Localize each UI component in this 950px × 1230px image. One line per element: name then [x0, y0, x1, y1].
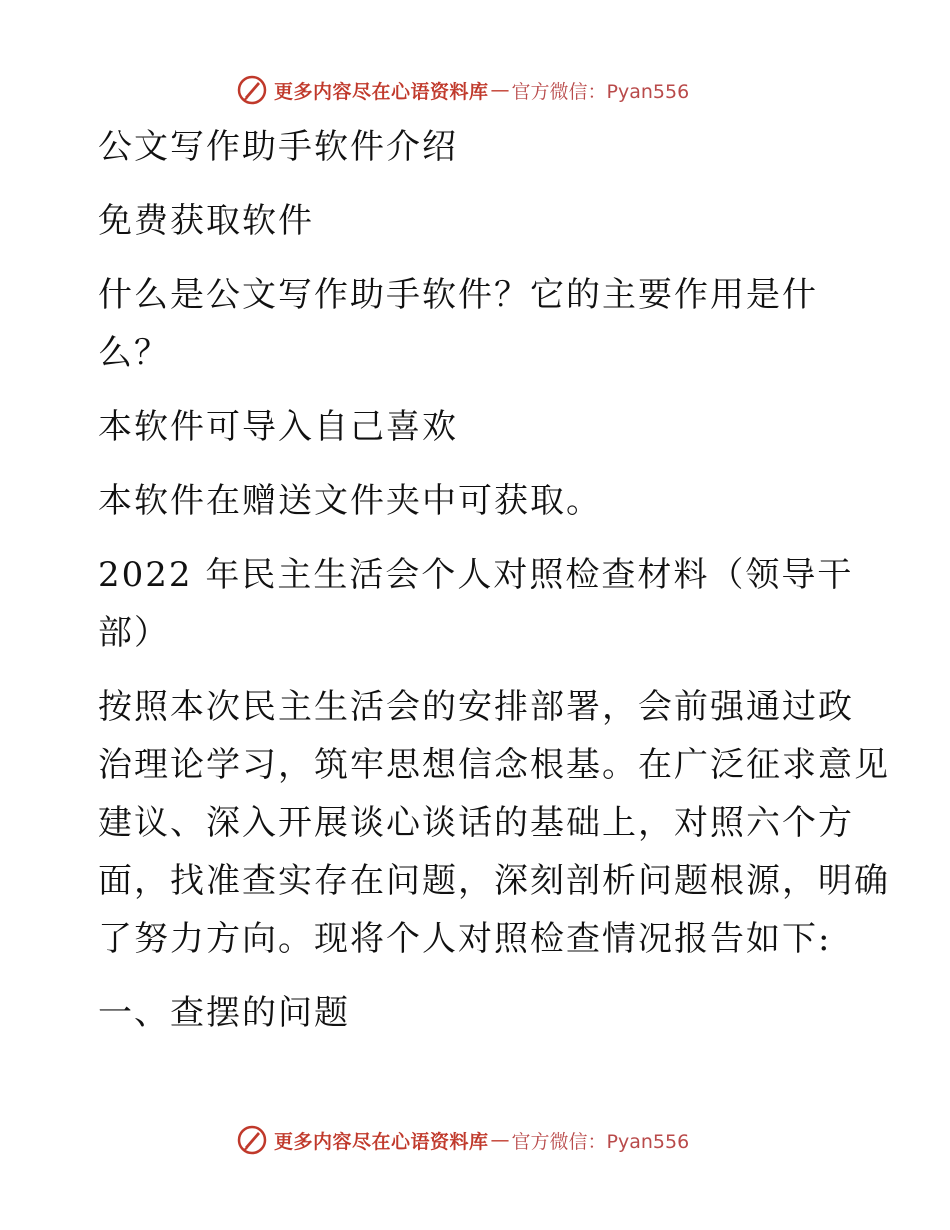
text-line: 公文写作助手软件介绍: [98, 127, 458, 167]
watermark-text: 更多内容尽在心语资料库: [274, 80, 489, 103]
text-line: 什么是公文写作助手软件？它的主要作用是什: [98, 275, 818, 315]
text-line: 本软件可导入自己喜欢: [98, 407, 458, 447]
text-line: 了努力方向。现将个人对照检查情况报告如下:: [98, 919, 832, 959]
text-line: 么？: [98, 333, 170, 373]
text-line: 建议、深入开展谈心谈话的基础上，对照六个方: [98, 803, 854, 843]
text-line: 按照本次民主生活会的安排部署，会前强通过政: [98, 687, 854, 727]
text-line: 本软件在赠送文件夹中可获取。: [98, 481, 602, 521]
text-line: 2022 年民主生活会个人对照检查材料（领导干: [98, 555, 854, 595]
quill-logo-icon: [236, 74, 268, 106]
text-line: 部）: [98, 613, 170, 653]
footer-watermark: [236, 1123, 689, 1157]
text-line: 治理论学习，筑牢思想信念根基。在广泛征求意见: [98, 745, 890, 785]
watermark-text: 更多内容尽在心语资料库: [274, 1130, 489, 1153]
text-line: 免费获取软件: [98, 201, 314, 241]
quill-logo-icon: [236, 1124, 268, 1156]
watermark-separator: —: [490, 79, 510, 101]
watermark-wechat: 官方微信：Pyan556: [511, 80, 690, 103]
header-watermark: [236, 73, 689, 107]
text-line: 一、查摆的问题: [98, 993, 350, 1033]
document-body: [98, 118, 890, 1042]
text-line: 面，找准查实存在问题，深刻剖析问题根源，明确: [98, 861, 890, 901]
watermark-wechat: 官方微信：Pyan556: [511, 1130, 690, 1153]
watermark-separator: —: [490, 1129, 510, 1151]
